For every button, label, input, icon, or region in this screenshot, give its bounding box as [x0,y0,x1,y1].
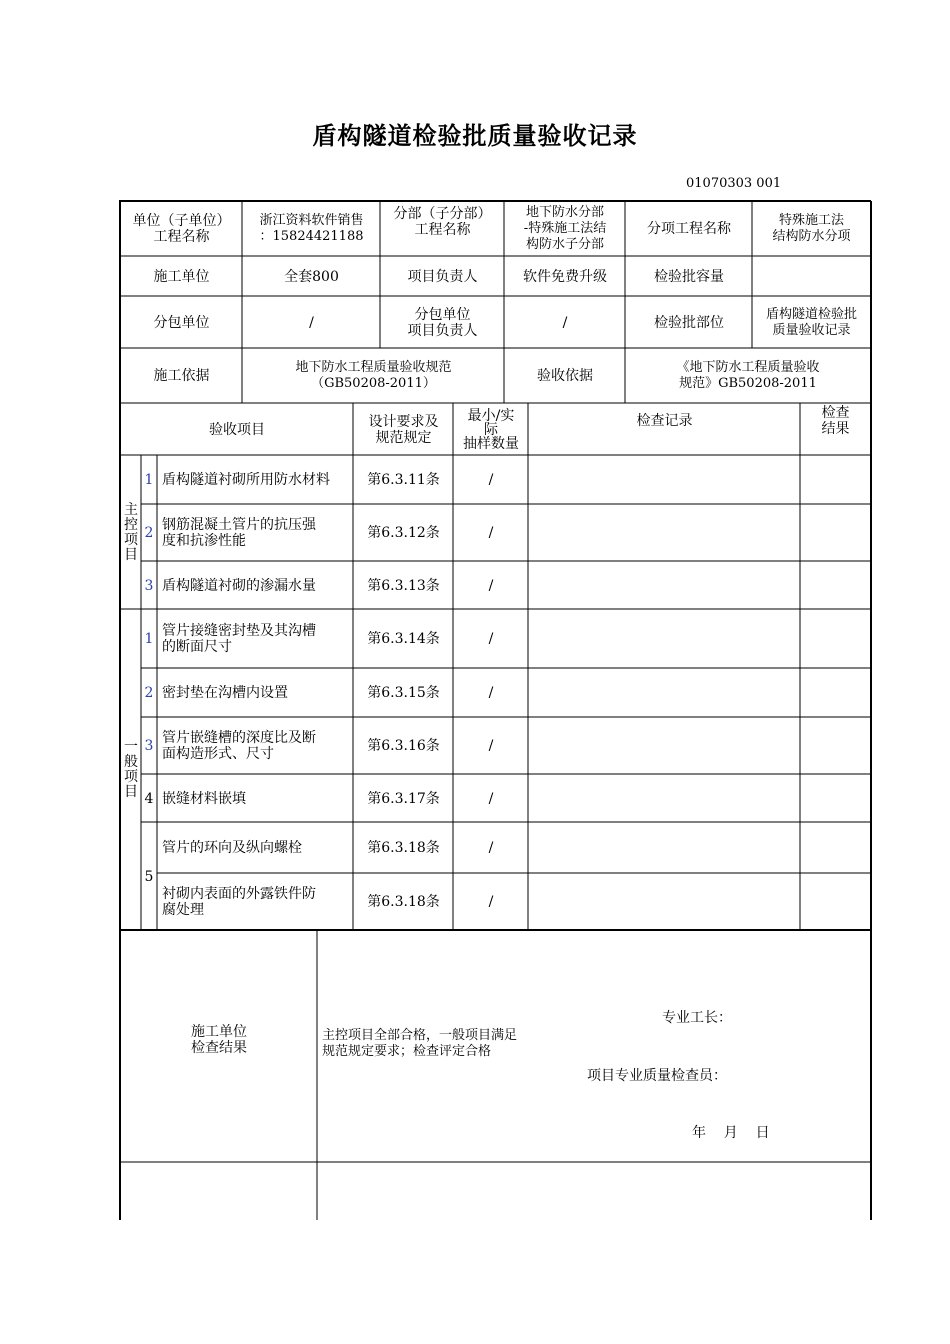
check-result-text: 主控项目全部合格，一般项目满足 规范规定要求；检查评定合格 [322,1028,518,1059]
row-number: 4 [144,790,154,807]
record-code: 01070303 001 [686,176,782,191]
unit-name-label: 单位（子单位） 工程名称 [132,213,231,245]
row-sample: / [488,738,494,754]
group-main-label: 主 控 项 目 [124,501,138,563]
row-item-name: 盾构隧道衬砌的渗漏水量 [162,577,316,594]
manager-label: 项目负责人 [407,268,478,285]
row-sample: / [488,894,494,910]
subcontractor-value: / [309,314,314,331]
row-number: 2 [144,525,154,541]
manager-value: 软件免费升级 [523,268,607,285]
constructor-value: 全套800 [284,268,339,285]
capacity-label: 检验批容量 [654,268,724,285]
row-item-name: 密封垫在沟槽内设置 [162,685,288,701]
row-spec: 第6.3.17条 [367,790,440,807]
part-label: 检验批部位 [654,314,724,331]
row-item-name: 盾构隧道衬砌所用防水材料 [162,472,330,488]
unit-name-value: 浙江资料软件销售 ：15824421188 [259,213,364,244]
sub-manager-label: 分包单位 项目负责人 [407,306,478,339]
foreman-label: 专业工长： [662,1010,732,1026]
row-number: 2 [144,685,154,701]
inspector-label: 项目专业质量检查员： [587,1068,727,1084]
accept-label: 验收依据 [537,368,593,384]
col-sample-header: 最小/实 际 抽样数量 [463,407,519,452]
row-sample: / [488,472,494,488]
row-sample: / [488,577,494,594]
sub-manager-value: / [562,314,568,331]
subsection-value: 地下防水分部 -特殊施工法结 构防水子分部 [523,205,607,252]
item-name-label: 分项工程名称 [647,221,731,237]
subsection-label: 分部（子分部） 工程名称 [393,206,492,238]
row-item-name: 管片的环向及纵向螺栓 [162,840,302,856]
subcontractor-label: 分包单位 [153,314,210,331]
row-spec: 第6.3.13条 [367,577,440,594]
row-number: 1 [144,631,154,647]
row-spec: 第6.3.18条 [367,894,440,910]
row-item-name: 嵌缝材料嵌填 [162,790,246,807]
col-spec-header: 设计要求及 规范规定 [368,413,439,446]
accept-value: 《地下防水工程质量验收 规范》GB50208-2011 [676,360,820,391]
check-result-label: 施工单位 检查结果 [191,1024,247,1056]
row-number: 3 [144,738,154,754]
row-number: 5 [144,868,154,885]
row-spec: 第6.3.18条 [367,840,440,856]
col-record-header: 检查记录 [636,413,693,429]
row-sample: / [488,525,494,541]
capacity-value [753,257,870,296]
col-item-header: 验收项目 [209,421,265,438]
row-spec: 第6.3.11条 [367,472,440,488]
basis-label: 施工依据 [153,368,210,384]
group-general-label: 一 般 项 目 [124,739,138,800]
row-spec: 第6.3.15条 [367,685,440,701]
row-sample: / [488,685,494,701]
basis-value: 地下防水工程质量验收规范 （GB50208-2011） [295,360,452,391]
row-item-name: 管片接缝密封垫及其沟槽 的断面尺寸 [162,623,316,655]
row-sample: / [488,631,494,647]
row-number: 3 [144,577,154,594]
row-spec: 第6.3.12条 [367,525,440,541]
page-title: 盾构隧道检验批质量验收记录 [312,121,638,150]
constructor-label: 施工单位 [153,268,210,285]
row-sample: / [488,840,494,856]
row-sample: / [488,790,494,807]
row-number: 1 [144,472,154,488]
row-spec: 第6.3.14条 [367,631,440,647]
row-item-name: 管片嵌缝槽的深度比及断 面构造形式、尺寸 [162,730,316,762]
row-spec: 第6.3.16条 [367,738,440,754]
part-value: 盾构隧道检验批 质量验收记录 [765,306,857,338]
row-item-name: 钢筋混凝土管片的抗压强 度和抗渗性能 [162,517,316,549]
col-result-header: 检查 结果 [821,405,850,437]
date-label: 年 月 日 [692,1125,770,1141]
row-item-name: 衬砌内表面的外露铁件防 腐处理 [162,886,316,918]
item-name-value: 特殊施工法 结构防水分项 [772,213,851,244]
